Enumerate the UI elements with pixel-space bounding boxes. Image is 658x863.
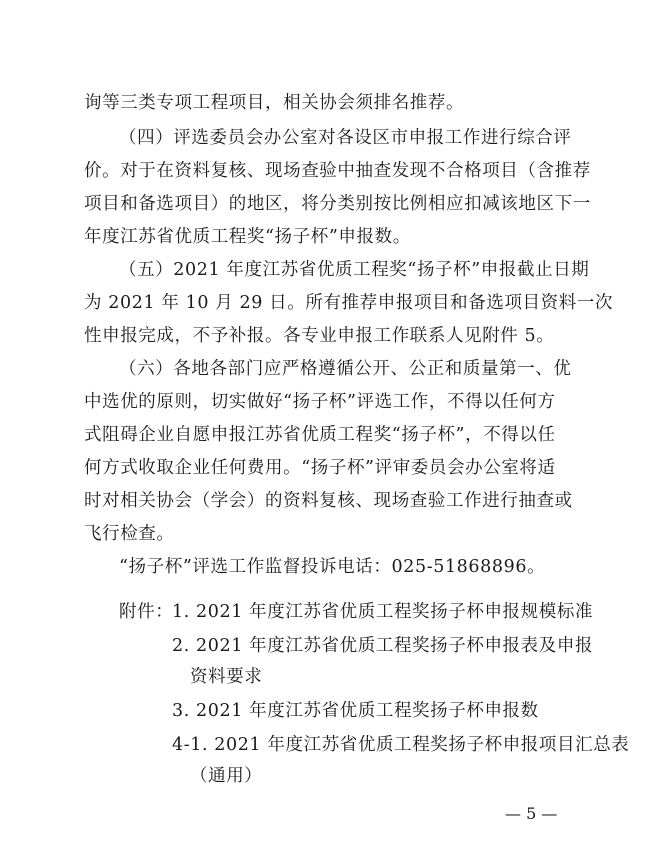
complaint-phone-line: “扬子杯”评选工作监督投诉电话：025-51868896。 xyxy=(119,557,546,577)
paragraph-line: 为 2021 年 10 月 29 日。所有推荐申报项目和备选项目资料一次 xyxy=(84,293,614,313)
attachment-item: 4-1. 2021 年度江苏省优质工程奖扬子杯申报项目汇总表 xyxy=(172,735,630,755)
paragraph-line: （六）各地各部门应严格遵循公开、公正和质量第一、优 xyxy=(119,359,572,379)
paragraph-line: （四）评选委员会办公室对各设区市申报工作进行综合评 xyxy=(119,128,572,148)
attachment-item: 2. 2021 年度江苏省优质工程奖扬子杯申报表及申报 xyxy=(172,636,594,656)
attachment-item: 1. 2021 年度江苏省优质工程奖扬子杯申报规模标准 xyxy=(172,602,594,622)
attachment-item-continuation: （通用） xyxy=(190,766,263,786)
attachment-item-continuation: 资料要求 xyxy=(190,667,263,687)
paragraph-line: 式阻碍企业自愿申报江苏省优质工程奖“扬子杯”，不得以任 xyxy=(84,425,556,445)
paragraph-line: 性申报完成，不予补报。各专业申报工作联系人见附件 5。 xyxy=(84,326,555,346)
attachment-item: 3. 2021 年度江苏省优质工程奖扬子杯申报数 xyxy=(172,701,539,721)
paragraph-line: 询等三类专项工程项目，相关协会须排名推荐。 xyxy=(84,93,465,113)
page-number: — 5 — xyxy=(505,804,558,823)
attachments-label: 附件： xyxy=(119,602,174,622)
paragraph-line: （五）2021 年度江苏省优质工程奖“扬子杯”申报截止日期 xyxy=(119,260,590,280)
paragraph-line: 飞行检查。 xyxy=(84,524,175,544)
paragraph-line: 时对相关协会（学会）的资料复核、现场查验工作进行抽查或 xyxy=(84,491,573,511)
paragraph-line: 中选优的原则，切实做好“扬子杯”评选工作，不得以任何方 xyxy=(84,392,556,412)
paragraph-line: 价。对于在资料复核、现场查验中抽查发现不合格项目（含推荐 xyxy=(84,161,591,181)
paragraph-line: 年度江苏省优质工程奖“扬子杯”申报数。 xyxy=(84,227,411,247)
paragraph-line: 项目和备选项目）的地区，将分类别按比例相应扣减该地区下一 xyxy=(84,194,591,214)
paragraph-line: 何方式收取企业任何费用。“扬子杯”评审委员会办公室将适 xyxy=(84,458,556,478)
